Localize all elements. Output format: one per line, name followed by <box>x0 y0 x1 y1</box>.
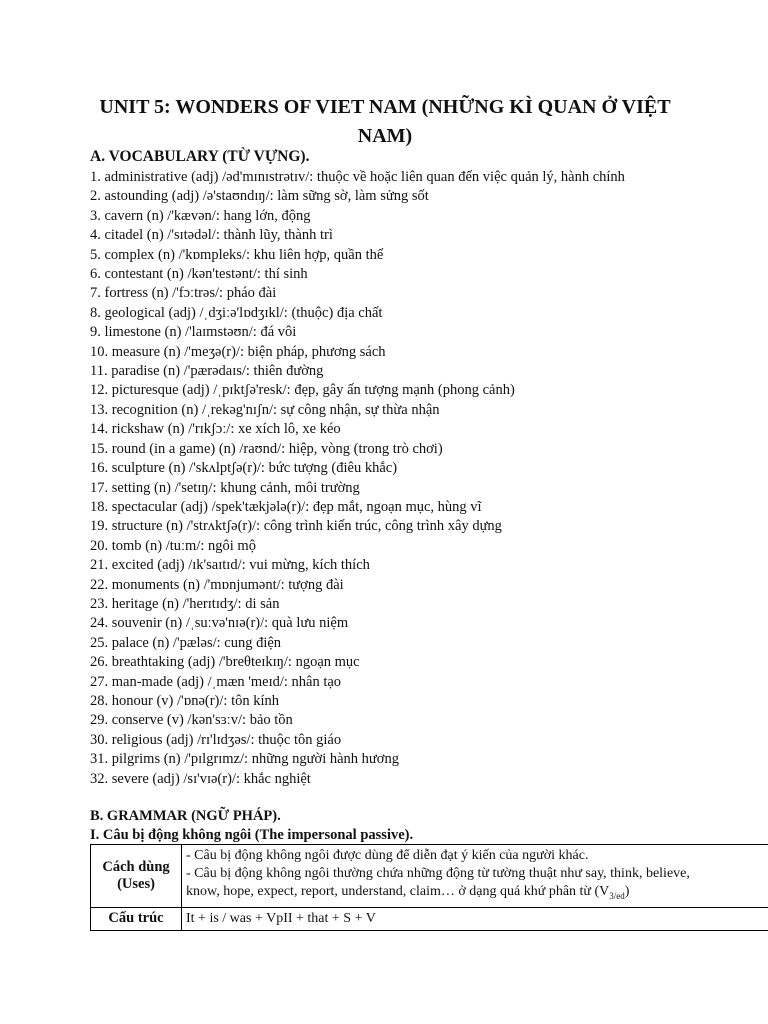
vocab-item: 4. citadel (n) /'sɪtədəl/: thành lũy, thành trì <box>90 227 333 244</box>
vocab-item: 10. measure (n) /'meʒə(r)/: biện pháp, phương sách <box>90 343 386 360</box>
vocab-item: 29. conserve (v) /kən'sɜːv/: bảo tồn <box>90 712 293 729</box>
vocab-item: 23. heritage (n) /'herɪtɪdʒ/: di sản <box>90 595 280 612</box>
vocab-item: 18. spectacular (adj) /spek'tækjələ(r)/: đẹp mắt, ngoạn mục, hùng vĩ <box>90 498 482 515</box>
vocab-item: 22. monuments (n) /'mɒnjumənt/: tượng đài <box>90 576 344 593</box>
vocab-item: 3. cavern (n) /'kævən/: hang lớn, động <box>90 207 311 224</box>
section-b-heading: B. GRAMMAR (NGỮ PHÁP). <box>90 808 281 824</box>
vocab-item: 7. fortress (n) /'fɔːtrəs/: pháo đài <box>90 285 277 302</box>
uses-line-1: - Câu bị động không ngôi được dùng để diễn đạt ý kiến của người khác. <box>186 848 589 863</box>
vocab-item: 20. tomb (n) /tuːm/: ngôi mộ <box>90 537 256 554</box>
vocab-item: 12. picturesque (adj) /ˌpɪktʃə'resk/: đẹp, gây ấn tượng mạnh (phong cảnh) <box>90 382 515 399</box>
uses-content <box>182 845 768 908</box>
vocab-item: 31. pilgrims (n) /'pɪlgrɪmz/: những người hành hương <box>90 751 399 768</box>
uses-line-3-subscript: 3/ed <box>609 890 625 901</box>
vocab-item: 24. souvenir (n) /ˌsuːvə'nɪə(r)/: quà lưu niệm <box>90 615 349 632</box>
vocab-item: 19. structure (n) /'strʌktʃə(r)/: công trình kiến trúc, công trình xây dựng <box>90 518 502 535</box>
vocab-item: 13. recognition (n) /ˌrekəg'nɪʃn/: sự công nhận, sự thừa nhận <box>90 401 440 418</box>
uses-line-2: - Câu bị động không ngôi thường chứa những động từ tường thuật như say, think, believe, <box>186 866 690 881</box>
uses-line-3 <box>186 883 768 905</box>
vocab-item: 5. complex (n) /'kɒmpleks/: khu liên hợp, quần thể <box>90 246 384 263</box>
vocab-item: 27. man-made (adj) /ˌmæn 'meɪd/: nhân tạo <box>90 673 342 690</box>
vocab-item: 15. round (in a game) (n) /raʊnd/: hiệp, vòng (trong trò chơi) <box>90 440 443 457</box>
vocab-item: 1. administrative (adj) /əd'mɪnɪstrətɪv/: thuộc về hoặc liên quan đến việc quản lý, hành chính <box>90 169 625 185</box>
title-line-2: NAM) <box>357 125 413 147</box>
vocabulary-list <box>90 168 680 789</box>
uses-line-3-end: ) <box>624 884 630 899</box>
section-a-heading: A. VOCABULARY (TỪ VỰNG). <box>90 148 310 165</box>
vocab-item: 28. honour (v) /'ɒnə(r)/: tôn kính <box>90 692 279 709</box>
uses-line-3-text: know, hope, expect, report, understand, claim… ở dạng quá khứ phân từ (V <box>186 884 610 899</box>
table-row-uses <box>91 845 768 908</box>
vocab-item: 9. limestone (n) /'laɪmstəʊn/: đá vôi <box>90 324 297 341</box>
grammar-table <box>90 844 768 931</box>
vocab-item: 25. palace (n) /'pæləs/: cung điện <box>90 634 282 651</box>
structure-content: It + is / was + VpII + that + S + V <box>182 907 768 930</box>
vocab-item: 17. setting (n) /'setɪŋ/: khung cảnh, môi trường <box>90 479 360 496</box>
section-b1-heading: I. Câu bị động không ngôi (The impersonal passive). <box>90 827 414 843</box>
vocab-item: 26. breathtaking (adj) /'breθteɪkɪŋ/: ngoạn mục <box>90 654 360 671</box>
vocab-item: 32. severe (adj) /sɪ'vɪə(r)/: khắc nghiệt <box>90 770 311 787</box>
vocab-item: 16. sculpture (n) /'skʌlptʃə(r)/: bức tượng (điêu khắc) <box>90 460 398 477</box>
vocab-item: 14. rickshaw (n) /'rɪkʃɔː/: xe xích lô, xe kéo <box>90 421 341 438</box>
page-title <box>80 93 690 151</box>
table-row-structure <box>91 907 768 930</box>
vocab-item: 6. contestant (n) /kən'testənt/: thí sinh <box>90 266 308 283</box>
structure-label: Cấu trúc <box>91 907 182 930</box>
vocab-item: 30. religious (adj) /rɪ'lɪdʒəs/: thuộc tôn giáo <box>90 731 342 748</box>
uses-label: Cách dùng (Uses) <box>91 845 182 908</box>
vocab-item: 11. paradise (n) /'pærədaɪs/: thiên đường <box>90 363 324 380</box>
title-line-1: UNIT 5: WONDERS OF VIET NAM (NHỮNG KÌ QUAN Ở VIỆT <box>99 96 671 118</box>
vocab-item: 21. excited (adj) /ɪk'saɪtɪd/: vui mừng, kích thích <box>90 557 370 574</box>
vocab-item: 2. astounding (adj) /ə'staʊndɪŋ/: làm sững sờ, làm sửng sốt <box>90 188 429 205</box>
vocab-item: 8. geological (adj) /ˌdʒiːə'lɒdʒɪkl/: (thuộc) địa chất <box>90 304 383 321</box>
